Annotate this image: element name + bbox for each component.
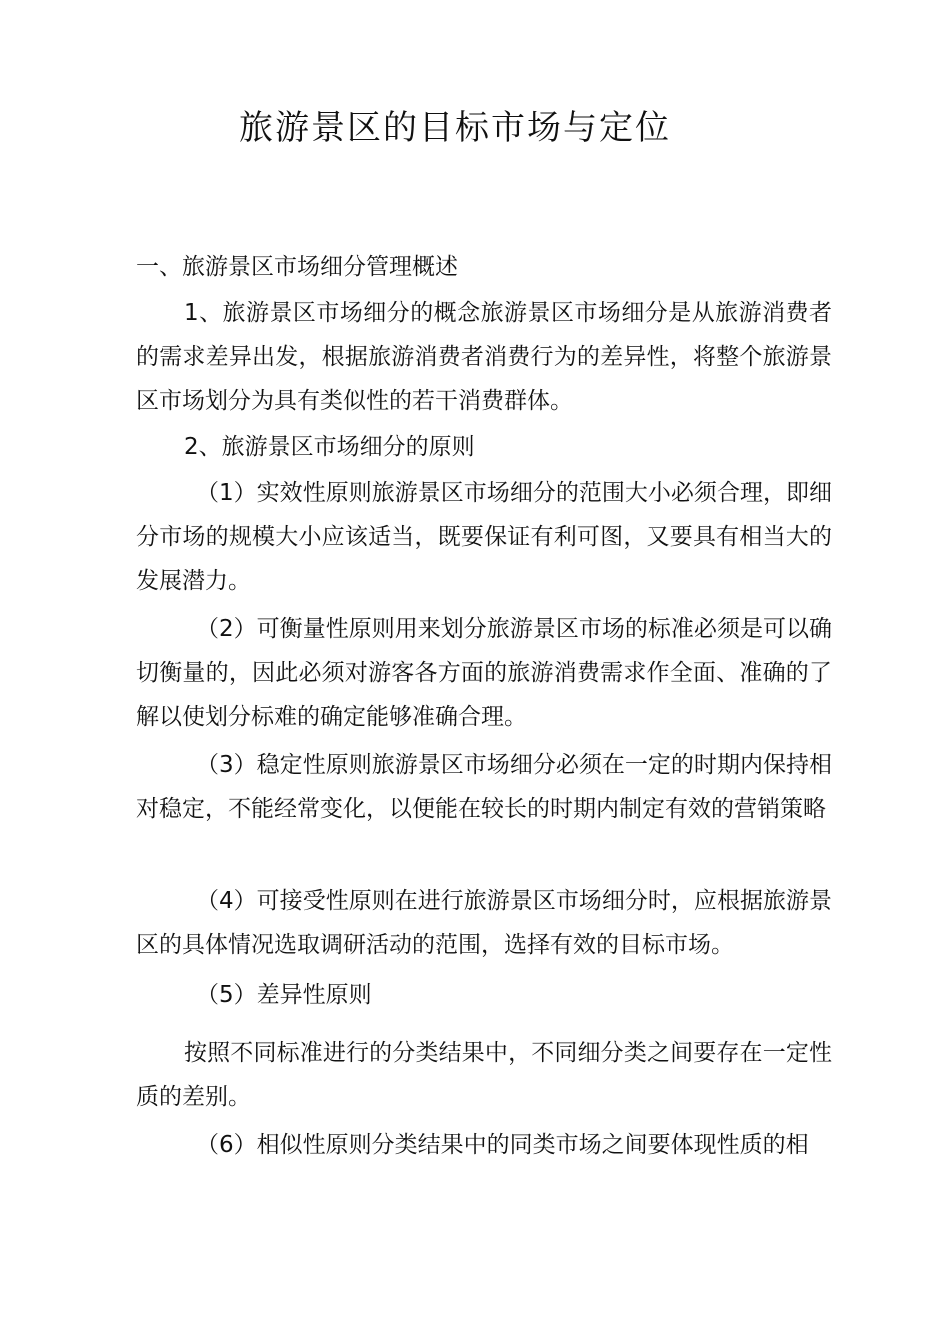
paragraph-principle-6: （6）相似性原则分类结果中的同类市场之间要体现性质的相 <box>196 1132 809 1158</box>
paragraph-principle-5: （5）差异性原则 <box>196 982 372 1008</box>
paragraph-principle-5-detail: 按照不同标准进行的分类结果中，不同细分类之间要存在一定性质的差别。 <box>136 1040 832 1110</box>
paragraph-principle-4: （4）可接受性原则在进行旅游景区市场细分时，应根据旅游景区的具体情况选取调研活动的范围，选择有效的目标市场。 <box>136 888 832 958</box>
paragraph-principle-2: （2）可衡量性原则用来划分旅游景区市场的标准必须是可以确切衡量的，因此必须对游客各方面的旅游消费需求作全面、准确的了解以使划分标难的确定能够准确合理。 <box>136 616 832 730</box>
paragraph-concept: 1、旅游景区市场细分的概念旅游景区市场细分是从旅游消费者的需求差异出发，根据旅游消费者消费行为的差异性，将整个旅游景区市场划分为具有类似性的若干消费群体。 <box>136 300 832 414</box>
section-heading: 一、旅游景区市场细分管理概述 <box>136 254 458 280</box>
document-title: 旅游景区的目标市场与定位 <box>239 108 671 148</box>
paragraph-principle-1: （1）实效性原则旅游景区市场细分的范围大小必须合理，即细分市场的规模大小应该适当，既要保证有利可图，又要具有相当大的发展潜力。 <box>136 480 832 594</box>
paragraph-principle-3: （3）稳定性原则旅游景区市场细分必须在一定的时期内保持相对稳定，不能经常变化，以便能在较长的时期内制定有效的营销策略 <box>136 752 832 822</box>
paragraph-principles-heading: 2、旅游景区市场细分的原则 <box>184 434 475 460</box>
